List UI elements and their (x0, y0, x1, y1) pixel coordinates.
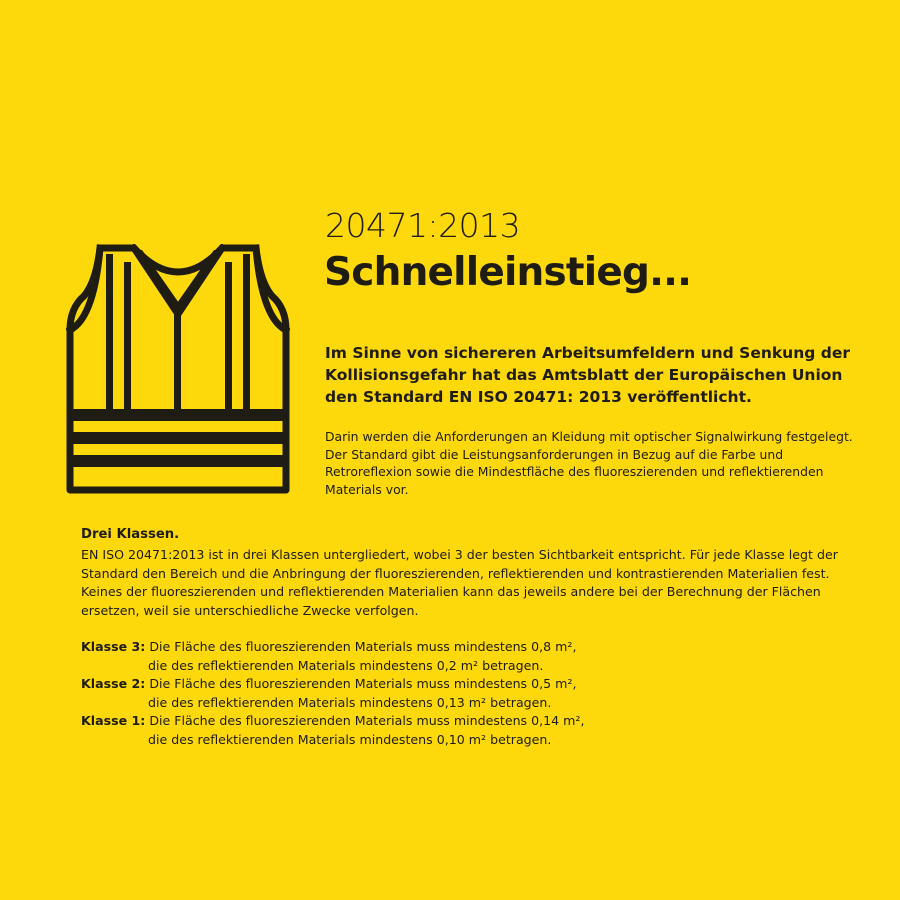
class-list (81, 638, 701, 749)
class-label: Klasse 1: (81, 713, 146, 728)
class-item-1 (81, 712, 701, 749)
classes-paragraph: EN ISO 20471:2013 ist in drei Klassen untergliedert, wobei 3 der besten Sichtbarkeit entspricht. Für jede Klasse legt der Standard den Bereich und die Anbringung der fluoreszierenden, reflektierenden und kontrastierenden Materialien fest. Keines der fluoreszierenden und reflektierenden Materialien kann das jeweils andere bei der Berechnung der Flächen ersetzen, weil sie unterschiedliche Zwecke verfolgen. (81, 547, 838, 618)
class-label: Klasse 3: (81, 639, 146, 654)
safety-vest-icon (66, 244, 290, 494)
class-line: die des reflektierenden Materials mindestens 0,10 m² betragen. (148, 731, 552, 747)
classes-heading: Drei Klassen. (81, 527, 180, 542)
standard-code: 20471:2013 (325, 206, 521, 245)
class-line: Die Fläche des fluoreszierenden Materials muss mindestens 0,5 m², (149, 676, 577, 691)
class-item-3 (81, 638, 701, 675)
page-title: Schnelleinstieg... (324, 250, 692, 295)
class-label: Klasse 2: (81, 676, 146, 691)
class-item-2 (81, 675, 701, 712)
lead-paragraph: Im Sinne von sichereren Arbeitsumfeldern und Senkung der Kollisionsgefahr hat das Amtsblatt der Europäischen Union den Standard EN ISO 20471: 2013 veröffentlicht. (325, 344, 850, 406)
class-line: Die Fläche des fluoreszierenden Materials muss mindestens 0,14 m², (149, 713, 585, 728)
class-line: Die Fläche des fluoreszierenden Materials muss mindestens 0,8 m², (149, 639, 577, 654)
class-line: die des reflektierenden Materials mindestens 0,2 m² betragen. (148, 657, 544, 673)
intro-paragraph: Darin werden die Anforderungen an Kleidung mit optischer Signalwirkung festgelegt. Der Standard gibt die Leistungsanforderungen in Bezug auf die Farbe und Retroreflexion sowie die Mindestfläche des fluoreszierenden und reflektierenden Materials vor. (325, 429, 853, 497)
class-line: die des reflektierenden Materials mindestens 0,13 m² betragen. (148, 694, 552, 710)
